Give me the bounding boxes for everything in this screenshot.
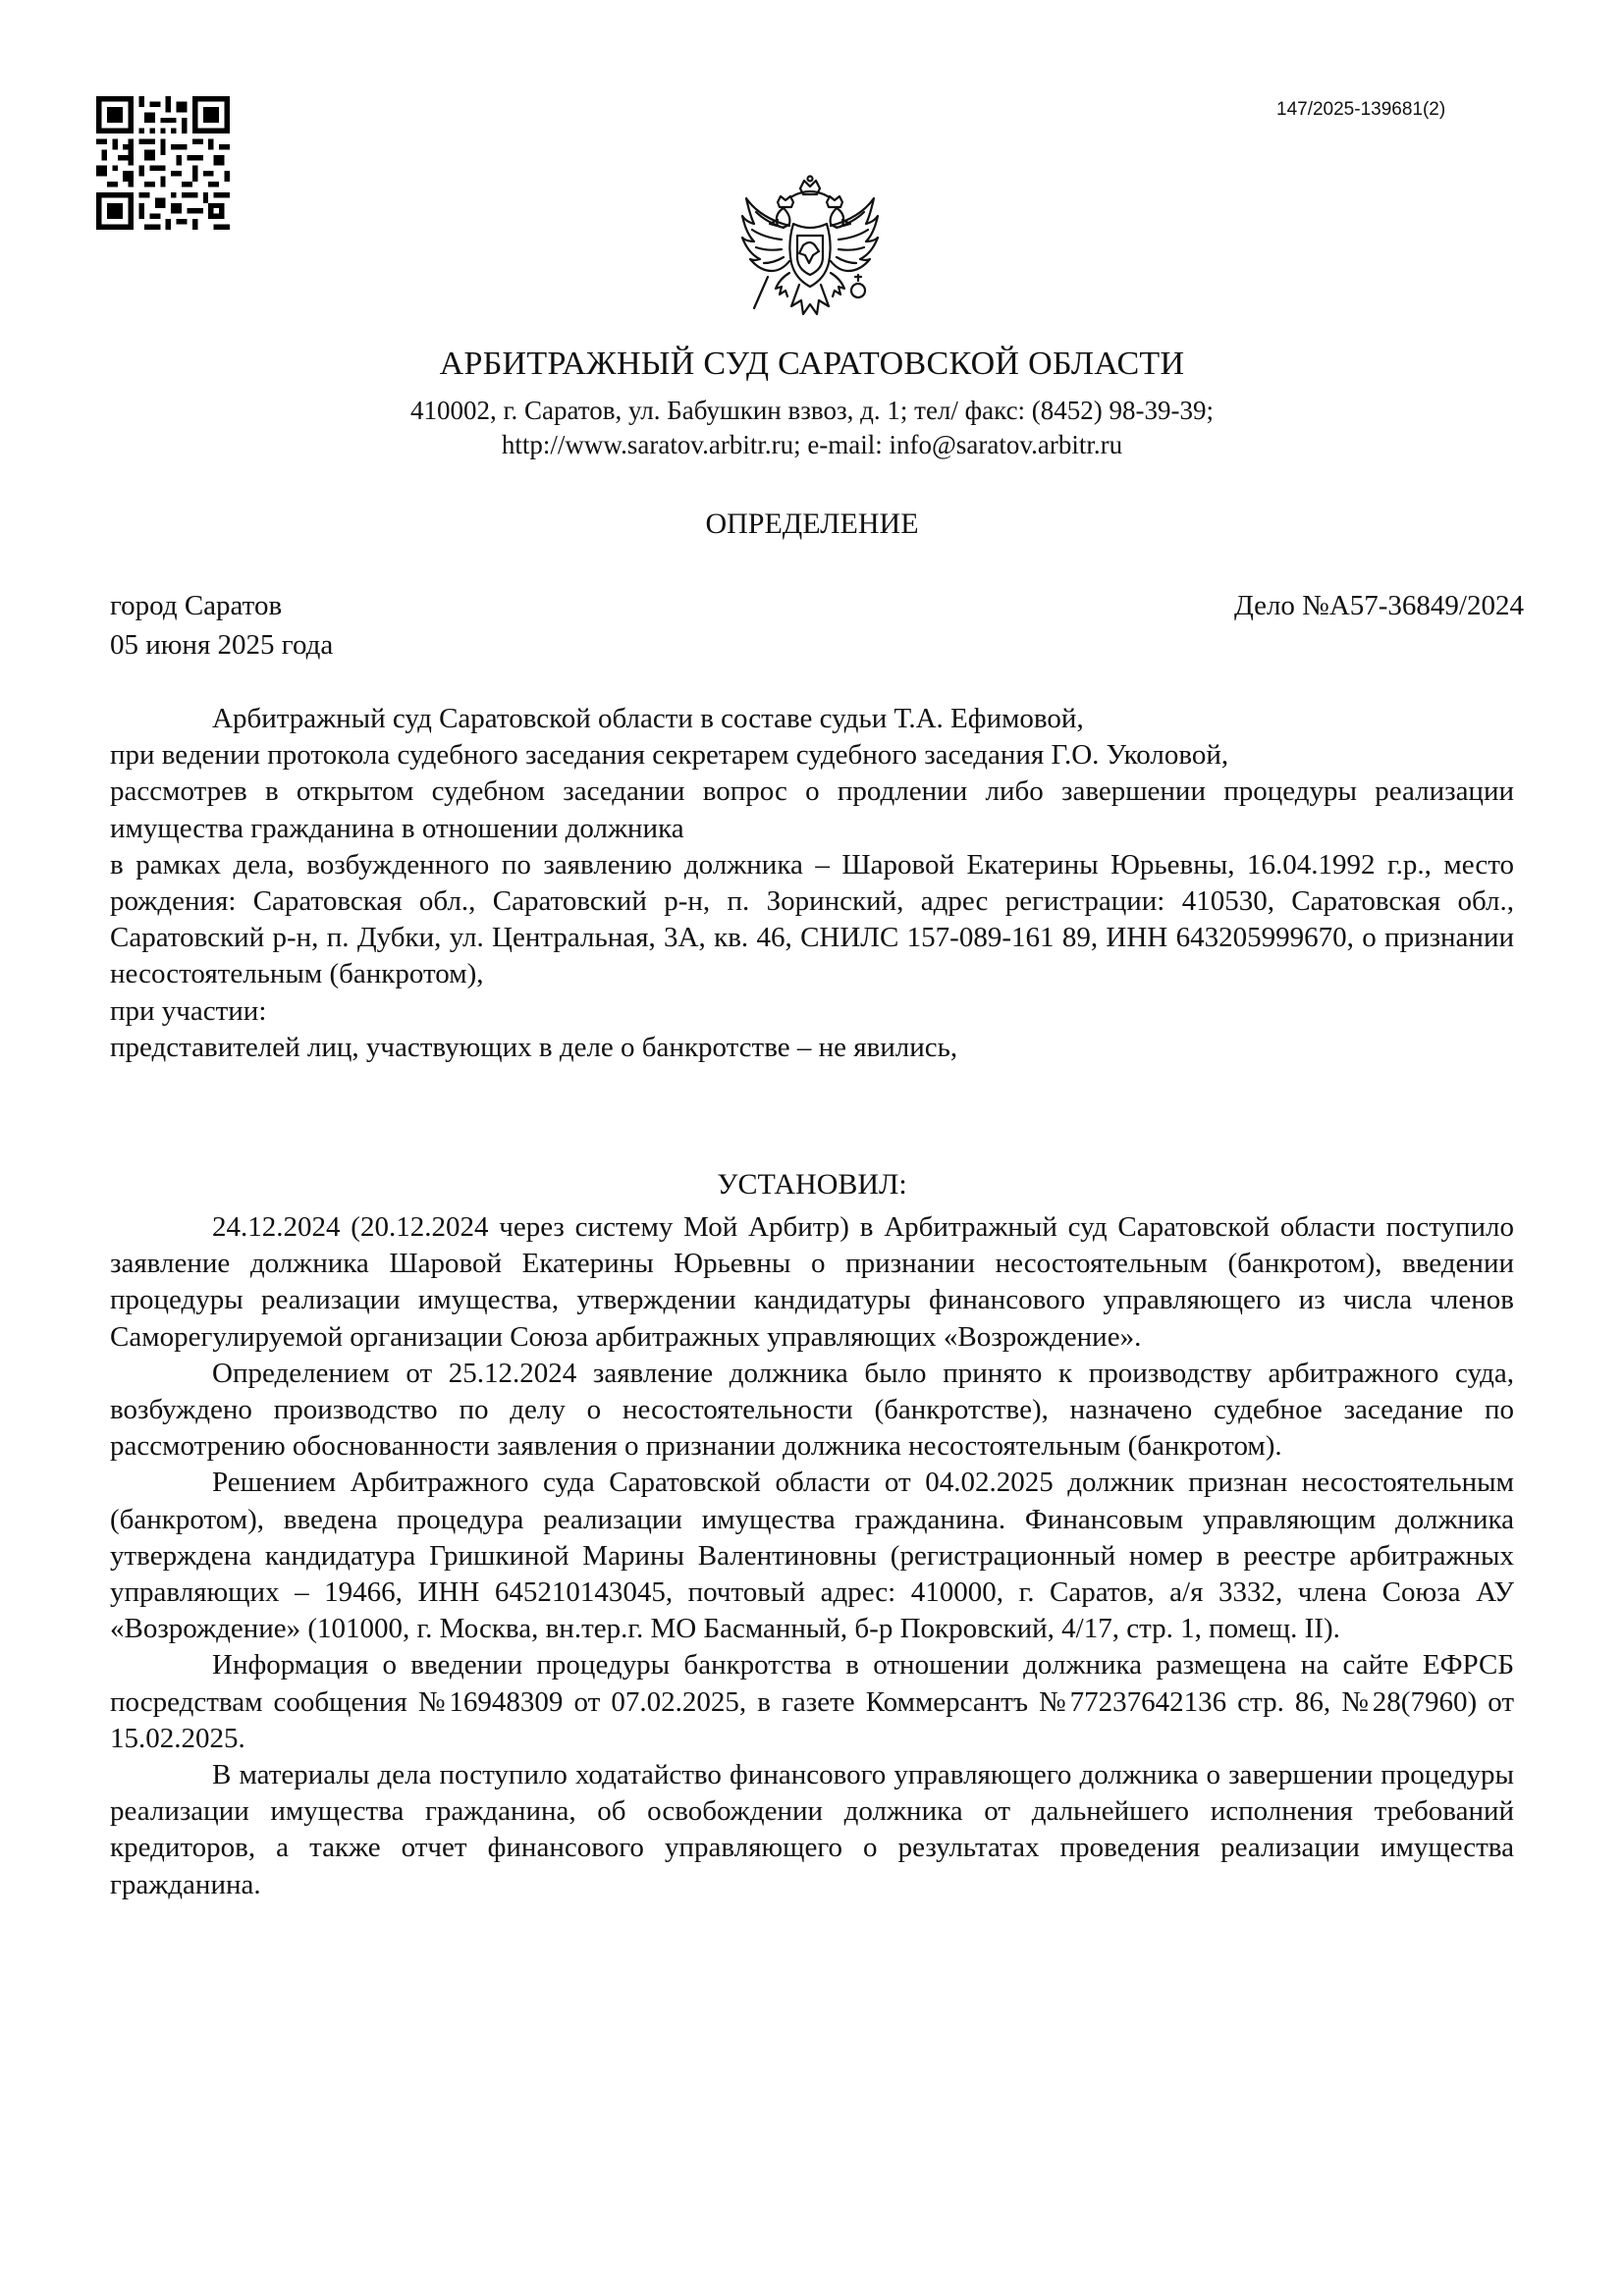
case-number: Дело №А57-36849/2024 <box>1233 590 1524 621</box>
intro-paragraph: при участии: <box>110 994 267 1027</box>
intro-block <box>110 701 1514 1066</box>
city: город Саратов <box>110 590 283 621</box>
intro-paragraph: представителей лиц, участвующих в деле о банкротстве – не явились, <box>110 1031 958 1063</box>
body-paragraph: Информация о введении процедуры банкротства в отношении должника размещена на сайте ЕФРСБ посредствам сообщения №16948309 от 07.02.2025, в газете Коммерсантъ №77237642136 стр. 86, №28(7960) от 15.02.2025. <box>110 1649 1514 1754</box>
body-paragraph: Определением от 25.12.2024 заявление должника было принято к производству арбитражного суда, возбуждено производство по делу о несостоятельности (банкротстве), назначено судебное заседание по рассмотрению обоснованности заявления о признании должника несостоятельным (банкротом). <box>110 1357 1514 1463</box>
intro-paragraph: в рамках дела, возбужденного по заявлению должника – Шаровой Екатерины Юрьевны, 16.04.1992 г.р., место рождения: Саратовская обл., Саратовский р-н, п. Зоринский, адрес регистрации: 410530, Саратовская обл., Саратовский р-н, п. Дубки, ул. Центральная, 3А, кв. 46, СНИЛС 157-089-161 89, ИНН 643205999670, о признании несостоятельным (банкротом), <box>110 848 1514 990</box>
document-number: 147/2025-139681(2) <box>1276 99 1446 120</box>
body-paragraph: 24.12.2024 (20.12.2024 через систему Мой Арбитр) в Арбитражный суд Саратовской области поступило заявление должника Шаровой Екатерины Юрьевны о признании несостоятельным (банкротом), введении процедуры реализации имущества, утверждении кандидатуры финансового управляющего из числа членов Саморегулируемой организации Союза арбитражных управляющих «Возрождение». <box>110 1211 1514 1353</box>
qr-code <box>96 96 230 230</box>
date: 05 июня 2025 года <box>110 629 334 661</box>
place-date <box>110 586 333 665</box>
intro-paragraph: Арбитражный суд Саратовской области в составе судьи Т.А. Ефимовой, <box>212 703 1084 734</box>
body-paragraph: В материалы дела поступило ходатайство финансового управляющего должника о завершении процедуры реализации имущества гражданина, об освобождении должника от дальнейшего исполнения требований кредиторов, а также отчет финансового управляющего о результатах проведения реализации имущества гражданина. <box>110 1759 1514 1900</box>
intro-paragraph: рассмотрев в открытом судебном заседании вопрос о продлении либо завершении процедуры реализации имущества гражданина в отношении должника <box>110 775 1514 844</box>
court-address: 410002, г. Саратов, ул. Бабушкин взвоз, д. 1; тел/ факс: (8452) 98-39-39; <box>409 396 1215 425</box>
document-title: ОПРЕДЕЛЕНИЕ <box>705 507 919 540</box>
intro-paragraph: при ведении протокола судебного заседания секретарем судебного заседания Г.О. Уколовой, <box>110 739 1229 772</box>
court-contacts: http://www.saratov.arbitr.ru; e-mail: info@saratov.arbitr.ru <box>501 430 1123 459</box>
coat-of-arms-emblem <box>738 175 882 330</box>
body-paragraph: Решением Арбитражного суда Саратовской области от 04.02.2025 должник признан несостоятельным (банкротом), введена процедура реализации имущества гражданина. Финансовым управляющим должника утверждена кандидатура Гришкиной Марины Валентиновны (регистрационный номер в реестре арбитражных управляющих – 19466, ИНН 645210143045, почтовый адрес: 410000, г. Саратов, а/я 3332, члена Союза АУ «Возрождение» (101000, г. Москва, вн.тер.г. МО Басманный, б-р Покровский, 4/17, стр. 1, помещ. II). <box>110 1467 1514 1645</box>
body-block <box>110 1209 1514 1903</box>
section-title: УСТАНОВИЛ: <box>717 1168 907 1201</box>
court-name: АРБИТРАЖНЫЙ СУД САРАТОВСКОЙ ОБЛАСТИ <box>439 346 1185 382</box>
